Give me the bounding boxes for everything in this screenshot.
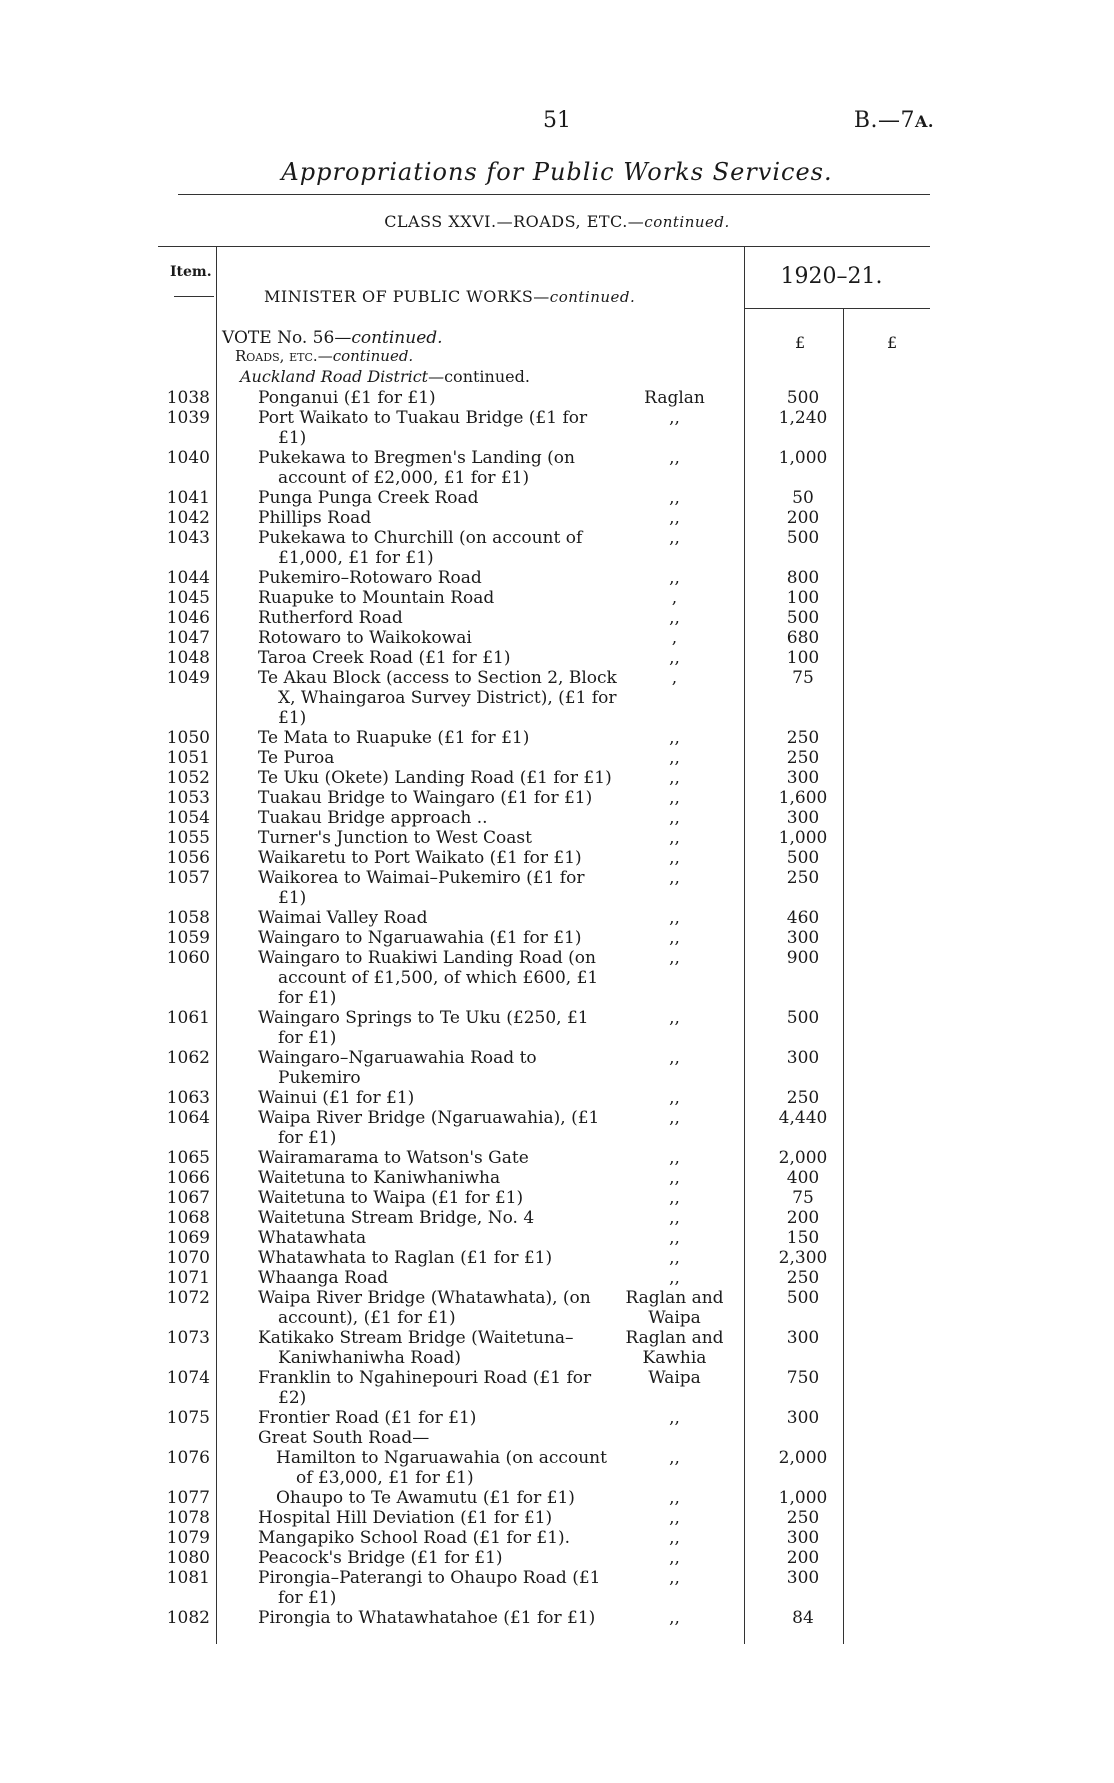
- amount: 750: [786, 1368, 820, 1388]
- item-description: Rotowaro to Waikokowai: [258, 628, 472, 648]
- item-description: Waipa River Bridge (Whatawhata), (on account), (£1 for £1): [258, 1288, 591, 1328]
- item-description: Frontier Road (£1 for £1): [258, 1408, 477, 1428]
- electorate: ,,: [669, 1608, 680, 1628]
- item-number: 1068: [166, 1208, 210, 1228]
- electorate: Raglan and Waipa: [625, 1288, 724, 1328]
- item-description: Ponganui (£1 for £1): [258, 388, 436, 408]
- item-description: Turner's Junction to West Coast: [258, 828, 532, 848]
- electorate: ,,: [669, 408, 680, 428]
- item-number: 1076: [166, 1448, 210, 1468]
- electorate: ,,: [669, 1248, 680, 1268]
- amount: 500: [786, 1008, 820, 1028]
- item-number: 1064: [166, 1108, 210, 1128]
- item-description: Punga Punga Creek Road: [258, 488, 479, 508]
- item-description: Whaanga Road: [258, 1268, 389, 1288]
- item-description: Franklin to Ngahinepouri Road (£1 for £2): [258, 1368, 592, 1408]
- table-row: [0, 728, 1114, 748]
- electorate: ,,: [669, 868, 680, 888]
- item-number: 1045: [166, 588, 210, 608]
- item-number: 1039: [166, 408, 210, 428]
- item-number: 1059: [166, 928, 210, 948]
- table-row: [0, 948, 1114, 1008]
- item-description: Whatawhata to Raglan (£1 for £1): [258, 1248, 553, 1268]
- amount: 75: [792, 668, 814, 688]
- roads-heading-suffix: continued.: [332, 347, 414, 365]
- item-number: 1041: [166, 488, 210, 508]
- amount: 1,000: [778, 828, 828, 848]
- amount: 1,600: [778, 788, 828, 808]
- item-description: Te Puroa: [258, 748, 335, 768]
- amount: 250: [786, 868, 820, 888]
- table-row: [0, 1568, 1114, 1608]
- item-number: 1063: [166, 1088, 210, 1108]
- item-number: 1079: [166, 1528, 210, 1548]
- item-description: Waitetuna to Kaniwhaniwha: [258, 1168, 501, 1188]
- electorate: ,: [671, 588, 678, 608]
- item-description: Hamilton to Ngaruawahia (on account of £3,000, £1 for £1): [276, 1448, 607, 1488]
- item-description: Peacock's Bridge (£1 for £1): [258, 1548, 503, 1568]
- electorate: ,,: [669, 508, 680, 528]
- table-row: [0, 748, 1114, 768]
- item-number: 1042: [166, 508, 210, 528]
- table-row: [0, 448, 1114, 488]
- electorate: ,,: [669, 928, 680, 948]
- amount: 500: [786, 608, 820, 628]
- item-number: 1051: [166, 748, 210, 768]
- item-number: 1053: [166, 788, 210, 808]
- item-description: Ruapuke to Mountain Road: [258, 588, 495, 608]
- table-row: [0, 388, 1114, 408]
- item-description: Rutherford Road: [258, 608, 403, 628]
- item-number: 1069: [166, 1228, 210, 1248]
- electorate: ,,: [669, 1448, 680, 1468]
- item-number: 1048: [166, 648, 210, 668]
- amount: 300: [786, 808, 820, 828]
- table-row: [0, 1088, 1114, 1108]
- electorate: ,,: [669, 1008, 680, 1028]
- electorate: ,,: [669, 1108, 680, 1128]
- electorate: ,,: [669, 1568, 680, 1588]
- district-heading: [240, 367, 530, 386]
- electorate: Raglan and Kawhia: [625, 1328, 724, 1368]
- item-number: 1054: [166, 808, 210, 828]
- electorate: ,,: [669, 1188, 680, 1208]
- electorate: ,,: [669, 948, 680, 968]
- electorate: ,,: [669, 1508, 680, 1528]
- item-number: 1055: [166, 828, 210, 848]
- item-number: 1049: [166, 668, 210, 688]
- amount: 84: [792, 1608, 814, 1628]
- amount: 800: [786, 568, 820, 588]
- electorate: ,,: [669, 1208, 680, 1228]
- amount: 900: [786, 948, 820, 968]
- item-number: 1066: [166, 1168, 210, 1188]
- item-description: Whatawhata: [258, 1228, 367, 1248]
- class-heading-text: CLASS XXVI.—ROADS, ETC.—: [384, 212, 645, 231]
- table-row: [0, 488, 1114, 508]
- table-row: [0, 668, 1114, 728]
- table-row: [0, 628, 1114, 648]
- amount: 400: [786, 1168, 820, 1188]
- item-number: 1082: [166, 1608, 210, 1628]
- vote-heading-suffix: continued.: [351, 328, 443, 348]
- item-number: 1046: [166, 608, 210, 628]
- table-row: [0, 808, 1114, 828]
- electorate: ,,: [669, 1268, 680, 1288]
- amount: 1,240: [778, 408, 828, 428]
- electorate: ,,: [669, 908, 680, 928]
- minister-heading: [264, 287, 635, 306]
- item-number: 1080: [166, 1548, 210, 1568]
- table-row: [0, 588, 1114, 608]
- electorate: ,,: [669, 648, 680, 668]
- amount: 200: [786, 1208, 820, 1228]
- item-description: Taroa Creek Road (£1 for £1): [258, 648, 511, 668]
- table-row: [0, 1268, 1114, 1288]
- item-description: Waingaro to Ruakiwi Landing Road (on account of £1,500, of which £600, £1 for £1): [258, 948, 599, 1008]
- amount: 500: [786, 848, 820, 868]
- item-number: 1058: [166, 908, 210, 928]
- currency-symbol-total: £: [887, 333, 898, 352]
- amount: 460: [786, 908, 820, 928]
- amount: 300: [786, 768, 820, 788]
- table-row: [0, 828, 1114, 848]
- amount: 2,000: [778, 1448, 828, 1468]
- item-number: 1057: [166, 868, 210, 888]
- title-rule: [178, 194, 930, 195]
- electorate: ,,: [669, 1548, 680, 1568]
- amount: 250: [786, 1508, 820, 1528]
- table-row: [0, 928, 1114, 948]
- electorate: ,,: [669, 528, 680, 548]
- item-description: Waitetuna to Waipa (£1 for £1): [258, 1188, 524, 1208]
- amount: 200: [786, 508, 820, 528]
- table-row: [0, 1048, 1114, 1088]
- table-top-rule: [158, 246, 930, 247]
- item-description: Waimai Valley Road: [258, 908, 428, 928]
- table-row: [0, 1548, 1114, 1568]
- table-row: [0, 1208, 1114, 1228]
- item-description: Waikaretu to Port Waikato (£1 for £1): [258, 848, 582, 868]
- amount: 150: [786, 1228, 820, 1248]
- electorate: ,,: [669, 1088, 680, 1108]
- amount: 1,000: [778, 1488, 828, 1508]
- item-description: Ohaupo to Te Awamutu (£1 for £1): [276, 1488, 575, 1508]
- amount: 2,300: [778, 1248, 828, 1268]
- item-number: 1044: [166, 568, 210, 588]
- electorate: ,,: [669, 808, 680, 828]
- item-number: 1050: [166, 728, 210, 748]
- item-number: 1073: [166, 1328, 210, 1348]
- electorate: ,,: [669, 1528, 680, 1548]
- electorate: Raglan: [644, 388, 705, 408]
- minister-heading-text: MINISTER OF PUBLIC WORKS—: [264, 287, 550, 306]
- item-number: 1038: [166, 388, 210, 408]
- page-number: 51: [543, 108, 571, 133]
- item-description: Te Akau Block (access to Section 2, Block X, Whaingaroa Survey District), (£1 for £1): [258, 668, 617, 728]
- amount: 4,440: [778, 1108, 828, 1128]
- item-number: 1072: [166, 1288, 210, 1308]
- table-row: [0, 408, 1114, 448]
- item-description: Phillips Road: [258, 508, 372, 528]
- electorate: ,,: [669, 488, 680, 508]
- roads-heading-text: Roads, etc.—: [235, 347, 333, 365]
- amount: 250: [786, 728, 820, 748]
- item-description: Wainui (£1 for £1): [258, 1088, 415, 1108]
- table-row: [0, 1148, 1114, 1168]
- electorate: ,,: [669, 728, 680, 748]
- item-description: Te Uku (Okete) Landing Road (£1 for £1): [258, 768, 612, 788]
- electorate: ,,: [669, 828, 680, 848]
- district-heading-text: Auckland Road District—: [240, 367, 445, 386]
- item-number: 1060: [166, 948, 210, 968]
- amount: 500: [786, 1288, 820, 1308]
- year-column-header: 1920–21.: [780, 264, 883, 289]
- table-row: [0, 1528, 1114, 1548]
- item-under-rule: [174, 296, 214, 297]
- electorate: ,,: [669, 1408, 680, 1428]
- table-row: [0, 608, 1114, 628]
- item-description: Waingaro to Ngaruawahia (£1 for £1): [258, 928, 582, 948]
- table-row: [0, 1248, 1114, 1268]
- item-description: Katikako Stream Bridge (Waitetuna–Kaniwhaniwha Road): [258, 1328, 574, 1368]
- doc-ref-main: B.—7: [853, 108, 916, 133]
- table-row: [0, 848, 1114, 868]
- electorate: ,: [671, 628, 678, 648]
- electorate: ,,: [669, 608, 680, 628]
- amount: 500: [786, 388, 820, 408]
- table-row: [0, 1448, 1114, 1488]
- item-description: Port Waikato to Tuakau Bridge (£1 for £1): [258, 408, 588, 448]
- amount: 2,000: [778, 1148, 828, 1168]
- table-row: [0, 908, 1114, 928]
- table-row: [0, 1608, 1114, 1628]
- table-row: [0, 1228, 1114, 1248]
- table-row: [0, 1368, 1114, 1408]
- item-number: 1078: [166, 1508, 210, 1528]
- item-description: Hospital Hill Deviation (£1 for £1): [258, 1508, 553, 1528]
- table-row: [0, 528, 1114, 568]
- electorate: ,,: [669, 768, 680, 788]
- item-number: 1052: [166, 768, 210, 788]
- item-number: 1061: [166, 1008, 210, 1028]
- table-row: [0, 648, 1114, 668]
- item-description: Pirongia to Whatawhatahoe (£1 for £1): [258, 1608, 596, 1628]
- item-description: Te Mata to Ruapuke (£1 for £1): [258, 728, 530, 748]
- electorate: Waipa: [648, 1368, 701, 1388]
- electorate: ,,: [669, 1228, 680, 1248]
- table-row: [0, 1488, 1114, 1508]
- doc-ref-sub: A.: [915, 112, 934, 131]
- item-number: 1081: [166, 1568, 210, 1588]
- item-number: 1047: [166, 628, 210, 648]
- minister-heading-suffix: continued.: [549, 288, 636, 306]
- item-description: Mangapiko School Road (£1 for £1).: [258, 1528, 571, 1548]
- item-number: 1075: [166, 1408, 210, 1428]
- electorate: ,,: [669, 448, 680, 468]
- amount: 1,000: [778, 448, 828, 468]
- electorate: ,: [671, 668, 678, 688]
- appropriations-table-body: [0, 388, 1114, 1628]
- vote-heading-text: VOTE No. 56—: [222, 328, 352, 348]
- amount: 100: [786, 648, 820, 668]
- table-row: [0, 1188, 1114, 1208]
- electorate: ,,: [669, 848, 680, 868]
- class-heading-suffix: continued.: [644, 213, 730, 231]
- amount: 300: [786, 1568, 820, 1588]
- item-number: 1071: [166, 1268, 210, 1288]
- subheading-description: Great South Road—: [258, 1428, 430, 1448]
- table-row: [0, 868, 1114, 908]
- amount: 200: [786, 1548, 820, 1568]
- amount: 300: [786, 1408, 820, 1428]
- roads-heading: [235, 347, 413, 365]
- electorate: ,,: [669, 568, 680, 588]
- amount: 75: [792, 1188, 814, 1208]
- document-reference: [854, 108, 934, 133]
- table-row: [0, 1168, 1114, 1188]
- amount: 500: [786, 528, 820, 548]
- amount: 100: [786, 588, 820, 608]
- item-description: Wairamarama to Watson's Gate: [258, 1148, 529, 1168]
- year-under-rule: [744, 308, 930, 309]
- table-row: [0, 1108, 1114, 1148]
- table-row: [0, 788, 1114, 808]
- electorate: ,,: [669, 1168, 680, 1188]
- electorate: ,,: [669, 1488, 680, 1508]
- item-description: Pukekawa to Bregmen's Landing (on account of £2,000, £1 for £1): [258, 448, 575, 488]
- item-number: 1040: [166, 448, 210, 468]
- amount: 250: [786, 1088, 820, 1108]
- electorate: ,,: [669, 788, 680, 808]
- table-row: [0, 1408, 1114, 1428]
- amount: 680: [786, 628, 820, 648]
- item-number: 1070: [166, 1248, 210, 1268]
- item-column-header: Item.: [170, 264, 212, 280]
- item-description: Tuakau Bridge approach ..: [258, 808, 488, 828]
- item-number: 1065: [166, 1148, 210, 1168]
- amount: 300: [786, 928, 820, 948]
- amount: 50: [792, 488, 814, 508]
- item-description: Pukekawa to Churchill (on account of £1,000, £1 for £1): [258, 528, 583, 568]
- table-row: [0, 1328, 1114, 1368]
- item-description: Waipa River Bridge (Ngaruawahia), (£1 for £1): [258, 1108, 600, 1148]
- item-description: Waingaro–Ngaruawahia Road to Pukemiro: [258, 1048, 537, 1088]
- amount: 300: [786, 1328, 820, 1348]
- table-row: [0, 1288, 1114, 1328]
- item-number: 1062: [166, 1048, 210, 1068]
- item-number: 1043: [166, 528, 210, 548]
- amount: 250: [786, 1268, 820, 1288]
- amount: 300: [786, 1528, 820, 1548]
- page-title: Appropriations for Public Works Services.: [281, 158, 833, 186]
- table-row: [0, 1008, 1114, 1048]
- item-number: 1067: [166, 1188, 210, 1208]
- district-heading-suffix: continued.: [444, 367, 530, 386]
- class-heading: [0, 212, 1114, 231]
- item-description: Tuakau Bridge to Waingaro (£1 for £1): [258, 788, 593, 808]
- table-row: [0, 568, 1114, 588]
- item-number: 1077: [166, 1488, 210, 1508]
- amount: 300: [786, 1048, 820, 1068]
- vote-heading: [222, 328, 443, 348]
- table-row: [0, 768, 1114, 788]
- currency-symbol-amount: £: [795, 333, 806, 352]
- electorate: ,,: [669, 1048, 680, 1068]
- table-row: [0, 508, 1114, 528]
- item-description: Pirongia–Paterangi to Ohaupo Road (£1 for £1): [258, 1568, 601, 1608]
- item-description: Waingaro Springs to Te Uku (£250, £1 for £1): [258, 1008, 589, 1048]
- item-description: Pukemiro–Rotowaro Road: [258, 568, 482, 588]
- item-description: Waikorea to Waimai–Pukemiro (£1 for £1): [258, 868, 585, 908]
- table-subheading-row: [0, 1428, 1114, 1448]
- table-row: [0, 1508, 1114, 1528]
- electorate: ,,: [669, 748, 680, 768]
- amount: 250: [786, 748, 820, 768]
- item-number: 1056: [166, 848, 210, 868]
- item-number: 1074: [166, 1368, 210, 1388]
- electorate: ,,: [669, 1148, 680, 1168]
- item-description: Waitetuna Stream Bridge, No. 4: [258, 1208, 535, 1228]
